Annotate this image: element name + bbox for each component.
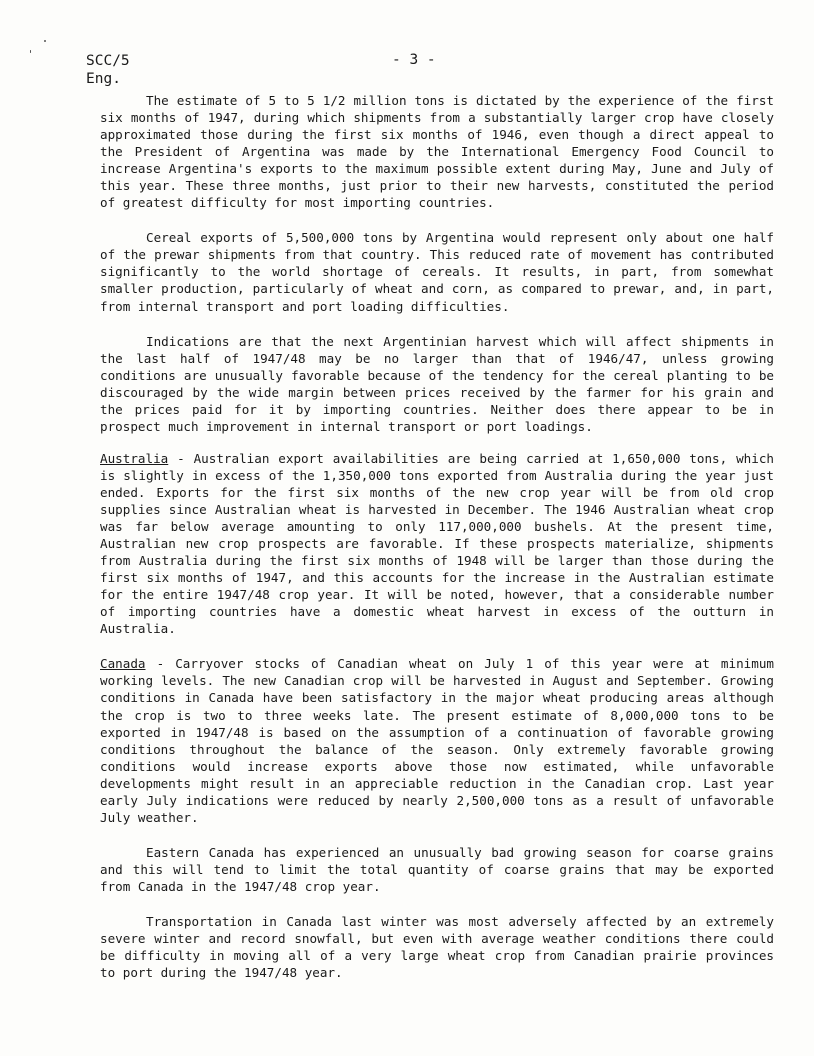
paper-speck — [30, 50, 31, 53]
document-language: Eng. — [86, 71, 121, 87]
paragraph-text: - Carryover stocks of Canadian wheat on July 1 of this year were at minimum working levels. The new Canadian crop will be harvested in August and September. Growing conditions in Canada have been satisfactory in the major wheat producing areas although the crop is two to three weeks late. The present estimate of 8,000,000 tons to be exported in 1947/48 is based on the assumption of a continuation of favorable growing conditions throughout the balance of the season. Only extremely favorable growing conditions would increase exports above those now estimated, while unfavorable developments might result in an appreciable reduction in the Canadian crop. Last year early July indications were reduced by nearly 2,500,000 tons as a result of unfavorable July weather. — [100, 656, 774, 825]
paragraph-text: - Australian export availabilities are being carried at 1,650,000 tons, which is slightly in excess of the 1,350,000 tons exported from Australia during the year just ended. Exports for the first six months of the new crop year will be from old crop supplies since Australian wheat is harvested in December. The 1946 Australian wheat crop was far below average amounting to only 117,000,000 bushels. At the present time, Australian new crop prospects are favorable. If these prospects materialize, shipments from Australia during the first six months of 1948 will be larger than those during the first six months of 1947, and this accounts for the increase in the Australian estimate for the entire 1947/48 crop year. It will be noted, however, that a considerable number of importing countries have a domestic wheat harvest in excess of the outturn in Australia. — [100, 450, 774, 637]
paragraph-text: Eastern Canada has experienced an unusually bad growing season for coarse grains and this will tend to limit the total quantity of coarse grains that may be exported from Canada in the 1947/48 crop year. — [100, 844, 774, 894]
section-heading-australia: Australia — [100, 450, 169, 466]
paragraph-argentina-estimate — [100, 92, 774, 211]
paragraph-eastern-canada — [100, 844, 774, 895]
page-number: - 3 - — [392, 52, 436, 68]
paragraph-transportation — [100, 913, 774, 981]
document-reference — [86, 52, 130, 88]
paragraph-argentina-harvest — [100, 333, 774, 435]
document-body — [100, 92, 774, 996]
section-heading-canada: Canada — [100, 656, 146, 672]
paragraph-text: Indications are that the next Argentinian harvest which will affect shipments in the last half of 1947/48 may be no larger than that of 1946/47, unless growing conditions are unusually favorable because of the tendency for the cereal planting to be discouraged by the wide margin between prices received by the farmer for his grain and the prices paid for it by importing countries. Neither does there appear to be in prospect much improvement in internal transport or port loadings. — [100, 333, 774, 434]
paper-speck — [44, 40, 46, 42]
paragraph-argentina-exports — [100, 229, 774, 314]
paragraph-text: Cereal exports of 5,500,000 tons by Argentina would represent only about one half of the prewar shipments from that country. This reduced rate of movement has contributed significantly to the world shortage of cereals. It results, in part, from somewhat smaller production, particularly of wheat and corn, as compared to prewar, and, in part, from internal transport and port loading difficulties. — [100, 230, 774, 314]
paragraph-text: Transportation in Canada last winter was most adversely affected by an extremely severe winter and record snowfall, but even with average weather conditions there could be difficulty in moving all of a very large wheat crop from Canadian prairie provinces to port during the 1947/48 year. — [100, 913, 774, 981]
document-id: SCC/5 — [86, 53, 130, 69]
paragraph-text: The estimate of 5 to 5 1/2 million tons is dictated by the experience of the first six months of 1947, during which shipments from a substantially larger crop have closely approximated those during the first six months of 1946, even though a direct appeal to the President of Argentina was made by the International Emergency Food Council to increase Argentina's exports to the maximum possible extent during May, June and July of this year. These three months, just prior to their new harvests, constituted the period of greatest difficulty for most importing countries. — [100, 93, 774, 211]
paragraph-australia — [100, 450, 774, 638]
paragraph-canada — [100, 655, 774, 825]
